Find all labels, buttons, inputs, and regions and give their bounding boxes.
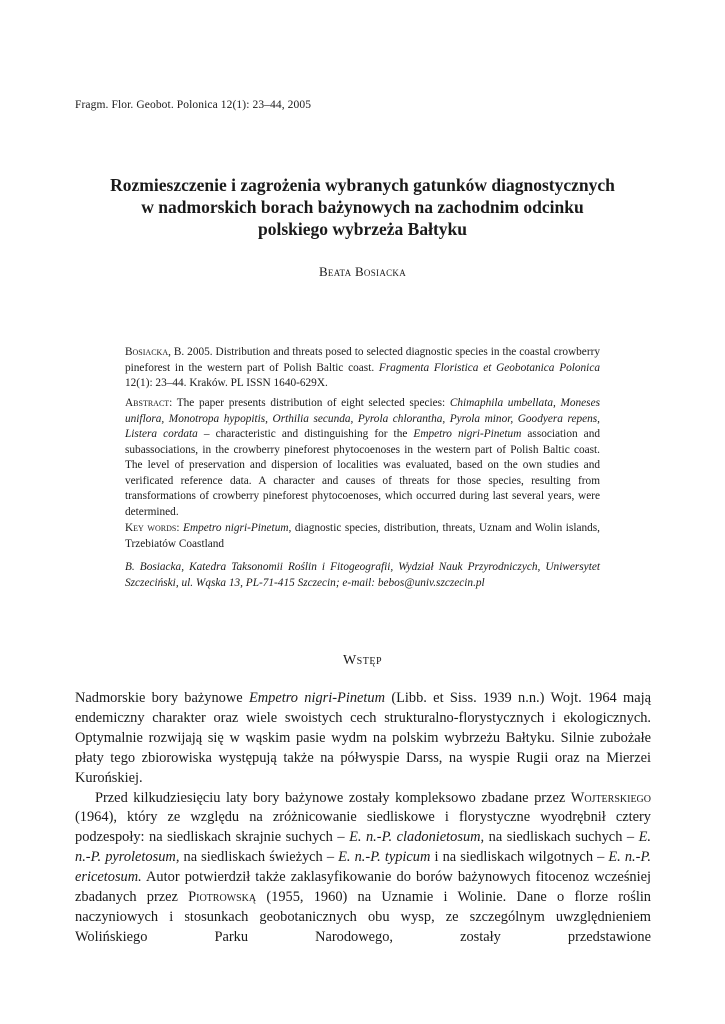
abstract-text-2: – characteristic and distinguishing for the — [197, 428, 414, 440]
title-line-3: polskiego wybrzeża Bałtyku — [257, 219, 468, 239]
p2-taxon-4: E. n.-P. ericetosum. — [75, 849, 651, 886]
p2-author-2: Piotrowską — [188, 889, 257, 906]
paragraph-2 — [75, 789, 651, 948]
title-line-1: Rozmieszczenie i zagrożenia wybranych gatunków diagnostycznych — [110, 175, 615, 195]
keywords-separator: : — [176, 522, 184, 534]
article-author: Beata Bosiacka — [318, 264, 407, 279]
keywords-term: Empetro nigri-Pinetum, — [183, 522, 292, 534]
abstract-text-3: association and subassociations, in the crowberry pineforest phytocoenoses in the western part of Polish Baltic coast. The level of preservation and dispersion of localities was evaluated, based on the own studies and verificated reference data. A character and causes of threats for those species, resulting from transformations of crowberry pineforest phytocoenoses, which occurred during last several years, were determined. — [125, 428, 600, 518]
keywords-label: Key words — [125, 522, 177, 534]
p1-text-a: Nadmorskie bory bażynowe — [75, 690, 249, 706]
body-text — [75, 689, 651, 948]
abstract-block — [125, 396, 600, 520]
p2-taxon-2: E. n.-P. pyroletosum, — [75, 829, 652, 866]
section-heading: Wstęp — [342, 653, 383, 668]
p2-taxon-3: E. n.-P. typicum — [338, 849, 431, 866]
author-affiliation: B. Bosiacka, Katedra Taksonomii Roślin i Fitogeografii, Wydział Nauk Przyrodniczych, Uniwersytet Szczeciński, ul. Wąska 13, PL-71-415 Szczecin; e-mail: bebos@univ.szczecin.pl — [125, 561, 600, 589]
p2-text-e: i na siedliskach wilgotnych – — [430, 849, 609, 866]
p2-taxon-1: E. n.-P. cladonietosum, — [349, 829, 485, 846]
keywords-text: diagnostic species, distribution, threats, Uznam and Wolin islands, Trzebiatów Coastland — [125, 522, 601, 550]
citation-journal: Fragmenta Floristica et Geobotanica Polonica — [378, 361, 600, 374]
abstract-text-1: : The paper presents distribution of eight selected species: — [169, 397, 450, 409]
keywords-block — [125, 521, 600, 552]
p2-text-c: na siedliskach suchych – — [484, 829, 639, 846]
p1-text-c: (Libb. et Siss. 1939 n.n.) Wojt. 1964 mają endemiczny charakter oraz wiele swoistych cech strukturalno-florystycznych i ekologicznych. Optymalnie rozwijają się w wąskim pasie wydm na polskim wybrzeżu Bałtyku. Silnie zubożałe płaty tego zbiorowiska występują także na półwyspie Darss, na wyspie Rugii oraz na Mierzei Kurońskiej. — [75, 690, 652, 786]
abstract-species-list: Chimaphila umbellata, Moneses uniflora, Monotropa hypopitis, Orthilia secunda, Pyrola chlorantha, Pyrola minor, Goodyera repens, Listera cordata — [125, 397, 600, 440]
citation-details: 12(1): 23–44. Kraków. PL ISSN 1640-629X. — [125, 377, 328, 389]
abstract-association: Empetro nigri-Pinetum — [413, 428, 522, 440]
p2-text-d: na siedliskach świeżych – — [179, 849, 339, 866]
abstract-label: Abstract — [125, 397, 170, 409]
p2-author-1: Wojterskiego — [570, 789, 651, 806]
p2-text-a: Przed kilkudziesięciu laty bory bażynowe zostały kompleksowo zbadane przez — [95, 789, 571, 806]
p2-text-b: (1964), który ze względu na zróżnicowanie siedliskowe i florystyczne wyodrębnił cztery podzespoły: na siedliskach skrajnie suchych – — [75, 809, 651, 846]
journal-reference: Fragm. Flor. Geobot. Polonica 12(1): 23–44, 2005 — [75, 99, 312, 111]
p2-text-g: (1955, 1960) na Uznamie i Wolinie. Dane o florze roślin naczyniowych i stosunkach geobotanicznych obu wysp, ze szczególnym uwzględnieniem Wolińskiego Parku Narodowego, zostały przedstawione — [75, 889, 652, 945]
citation-block — [125, 345, 600, 392]
article-title — [60, 174, 665, 240]
citation-author: Bosiacka — [125, 346, 169, 358]
p1-taxon: Empetro nigri-Pinetum — [248, 690, 386, 706]
p2-text-f: Autor potwierdził także zaklasyfikowanie do borów bażynowych fitocenoz wcześniej zbadanych przez — [75, 869, 651, 906]
title-line-2: w nadmorskich borach bażynowych na zachodnim odcinku — [141, 197, 584, 217]
citation-text: , B. 2005. Distribution and threats posed to selected diagnostic species in the coastal crowberry pineforest in the western part of Polish Baltic coast. — [125, 346, 600, 374]
paragraph-1 — [75, 689, 651, 789]
